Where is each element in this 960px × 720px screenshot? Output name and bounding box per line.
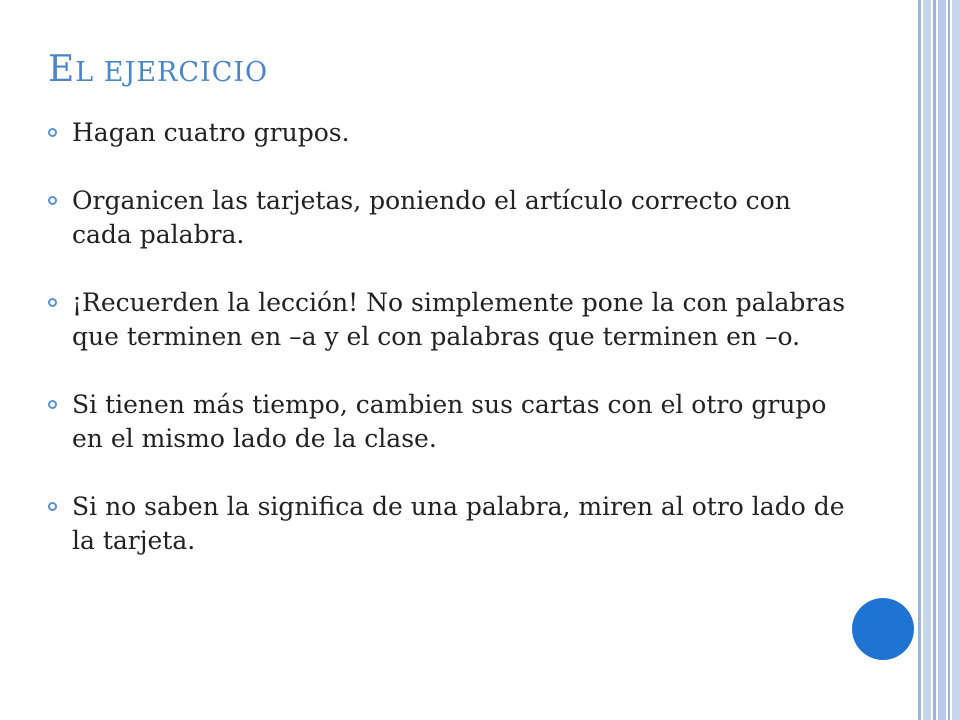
decorative-stripe <box>933 0 936 720</box>
bullet-text: Organicen las tarjetas, poniendo el artículo correcto con cada palabra. <box>72 186 791 249</box>
decorative-stripe <box>918 0 921 720</box>
bullet-circle-icon <box>48 128 57 137</box>
bullet-circle-icon <box>48 196 57 205</box>
bullet-item <box>48 286 848 354</box>
decorative-stripe <box>948 0 950 720</box>
bullet-circle-icon <box>48 400 57 409</box>
bullet-item <box>48 490 848 558</box>
bullet-item <box>48 116 848 150</box>
bullet-circle-icon <box>48 298 57 307</box>
decorative-circle <box>852 598 914 660</box>
slide-title-initial: E <box>48 49 76 90</box>
slide-title-rest: L EJERCICIO <box>75 57 269 88</box>
decorative-stripe <box>938 0 946 720</box>
bullet-text: Si no saben la significa de una palabra, miren al otro lado de la tarjeta. <box>72 492 845 555</box>
bullet-item <box>48 184 848 252</box>
bullet-text: ¡Recuerden la lección! No simplemente pone la con palabras que terminen en –a y el con palabras que terminen en –o. <box>72 288 846 351</box>
bullet-list <box>48 116 848 592</box>
decorative-stripe <box>952 0 960 720</box>
slide-title <box>48 46 268 97</box>
bullet-text: Hagan cuatro grupos. <box>72 118 350 147</box>
bullet-item <box>48 388 848 456</box>
bullet-text: Si tienen más tiempo, cambien sus cartas con el otro grupo en el mismo lado de la clase. <box>72 390 827 453</box>
decorative-stripe <box>923 0 931 720</box>
bullet-circle-icon <box>48 502 57 511</box>
